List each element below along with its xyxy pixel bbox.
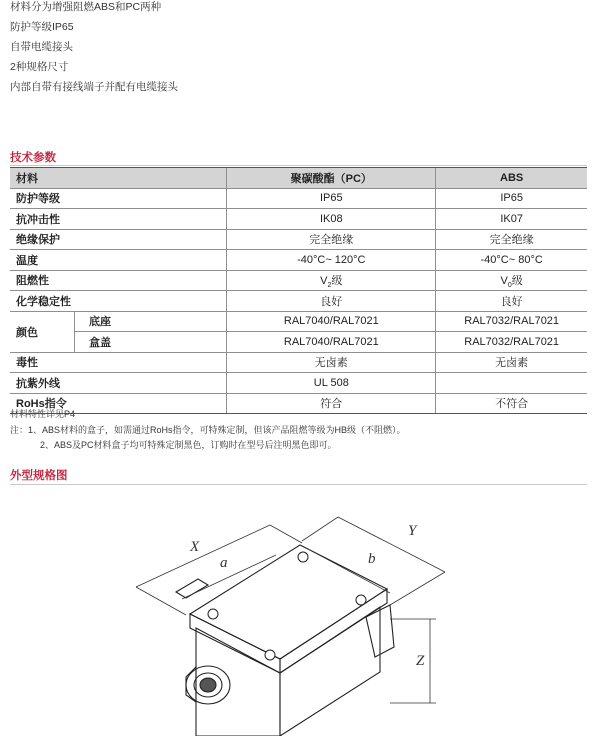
spec-section-rule	[10, 165, 587, 166]
dim-label-x: X	[190, 539, 200, 555]
flame-class-abs: V	[500, 274, 508, 287]
cell-pc: IK08	[227, 209, 436, 230]
cell-pc: RAL7040/RAL7021	[227, 311, 436, 332]
table-header-row	[10, 168, 587, 189]
lid-front-edge	[190, 614, 280, 673]
flame-class-pc: V	[320, 274, 328, 287]
header-pc: 聚碳酸酯（PC）	[227, 168, 436, 189]
screw-icon	[356, 595, 366, 605]
cell-abs	[436, 270, 587, 291]
dim-label-y: Y	[408, 523, 417, 539]
feature-sizes: 2种规格尺寸	[10, 61, 69, 73]
cell-pc: IP65	[227, 188, 436, 209]
drawing-section-rule	[10, 484, 587, 485]
header-abs: ABS	[436, 168, 587, 189]
flame-class-pc-sub: 2	[327, 281, 332, 289]
dim-label-b: b	[368, 551, 376, 567]
row-label: RoHs指令	[10, 393, 227, 414]
feature-cable-gland: 自带电缆接头	[10, 41, 73, 53]
cell-abs: 不符合	[436, 393, 587, 414]
cell-abs	[436, 373, 587, 394]
header-material: 材料	[10, 168, 227, 189]
table-row	[10, 188, 587, 209]
feature-material: 材料分为增强阻燃ABS和PC两种	[10, 1, 162, 13]
dim-label-z: Z	[416, 653, 425, 669]
dim-line-a	[182, 555, 276, 599]
cell-abs: -40°C~ 80°C	[436, 250, 587, 271]
drawing-section-title: 外型规格图	[10, 470, 68, 482]
flame-class-pc-unit: 级	[331, 274, 343, 287]
row-label-color: 颜色	[10, 311, 75, 352]
dim-line-y	[338, 517, 445, 572]
cell-pc: 良好	[227, 291, 436, 312]
enclosure-drawing	[90, 497, 540, 736]
row-label: 抗紫外线	[10, 373, 227, 394]
dim-line-b	[308, 549, 390, 593]
table-row	[10, 250, 587, 271]
spec-section-title: 技术参数	[10, 152, 56, 164]
dim-label-a: a	[220, 555, 228, 571]
row-label: 阻燃性	[10, 270, 227, 291]
cell-abs: RAL7032/RAL7021	[436, 332, 587, 353]
cell-abs: IK07	[436, 209, 587, 230]
table-row	[10, 373, 587, 394]
note-material-ref: 材料特性详见P4	[10, 409, 76, 419]
row-label: 温度	[10, 250, 227, 271]
flame-class-abs-sub: 0	[507, 281, 512, 289]
cell-pc: 无卤素	[227, 352, 436, 373]
cell-pc: 符合	[227, 393, 436, 414]
cable-gland-hole	[200, 678, 216, 692]
table-row	[10, 209, 587, 230]
note-2: 2、ABS及PC材料盒子均可特殊定制黑色，订购时在型号后注明黑色即可。	[40, 440, 337, 450]
row-label: 抗冲击性	[10, 209, 227, 230]
cell-abs: 无卤素	[436, 352, 587, 373]
table-row-color-base	[10, 311, 587, 332]
cell-abs: 完全绝缘	[436, 229, 587, 250]
screw-icon	[265, 650, 275, 660]
dim-ext-x-right	[270, 525, 302, 543]
cell-pc: UL 508	[227, 373, 436, 394]
cell-abs: IP65	[436, 188, 587, 209]
feature-ip-rating: 防护等级IP65	[10, 21, 74, 33]
table-row-color-lid	[10, 332, 587, 353]
screw-icon	[298, 552, 308, 562]
cell-pc: RAL7040/RAL7021	[227, 332, 436, 353]
spec-table	[10, 167, 587, 414]
row-label: 绝缘保护	[10, 229, 227, 250]
cell-abs: 良好	[436, 291, 587, 312]
row-label: 化学稳定性	[10, 291, 227, 312]
sub-label-lid: 盒盖	[75, 332, 227, 353]
cell-pc: 完全绝缘	[227, 229, 436, 250]
dim-ext-y-right	[390, 572, 445, 605]
table-row	[10, 270, 587, 291]
row-label: 防护等级	[10, 188, 227, 209]
cell-pc: -40°C~ 120°C	[227, 250, 436, 271]
row-label: 毒性	[10, 352, 227, 373]
flange-left	[176, 579, 208, 598]
table-row	[10, 352, 587, 373]
screw-icon	[208, 609, 218, 619]
feature-terminals: 内部自带有接线端子并配有电缆接头	[10, 81, 178, 93]
dim-line-x	[136, 525, 270, 587]
dim-ext-y-left	[302, 517, 338, 541]
table-row	[10, 229, 587, 250]
table-row	[10, 393, 587, 414]
cell-pc	[227, 270, 436, 291]
lid-side-edge	[280, 589, 387, 673]
table-row	[10, 291, 587, 312]
dim-ext-x-left	[136, 587, 186, 615]
sub-label-base: 底座	[75, 311, 227, 332]
note-1: 注：1、ABS材料的盒子，如需通过RoHs指令，可特殊定制，但该产品阻燃等级为HB级（不阻燃）。	[10, 425, 406, 435]
flame-class-abs-unit: 级	[511, 274, 523, 287]
cell-abs: RAL7032/RAL7021	[436, 311, 587, 332]
